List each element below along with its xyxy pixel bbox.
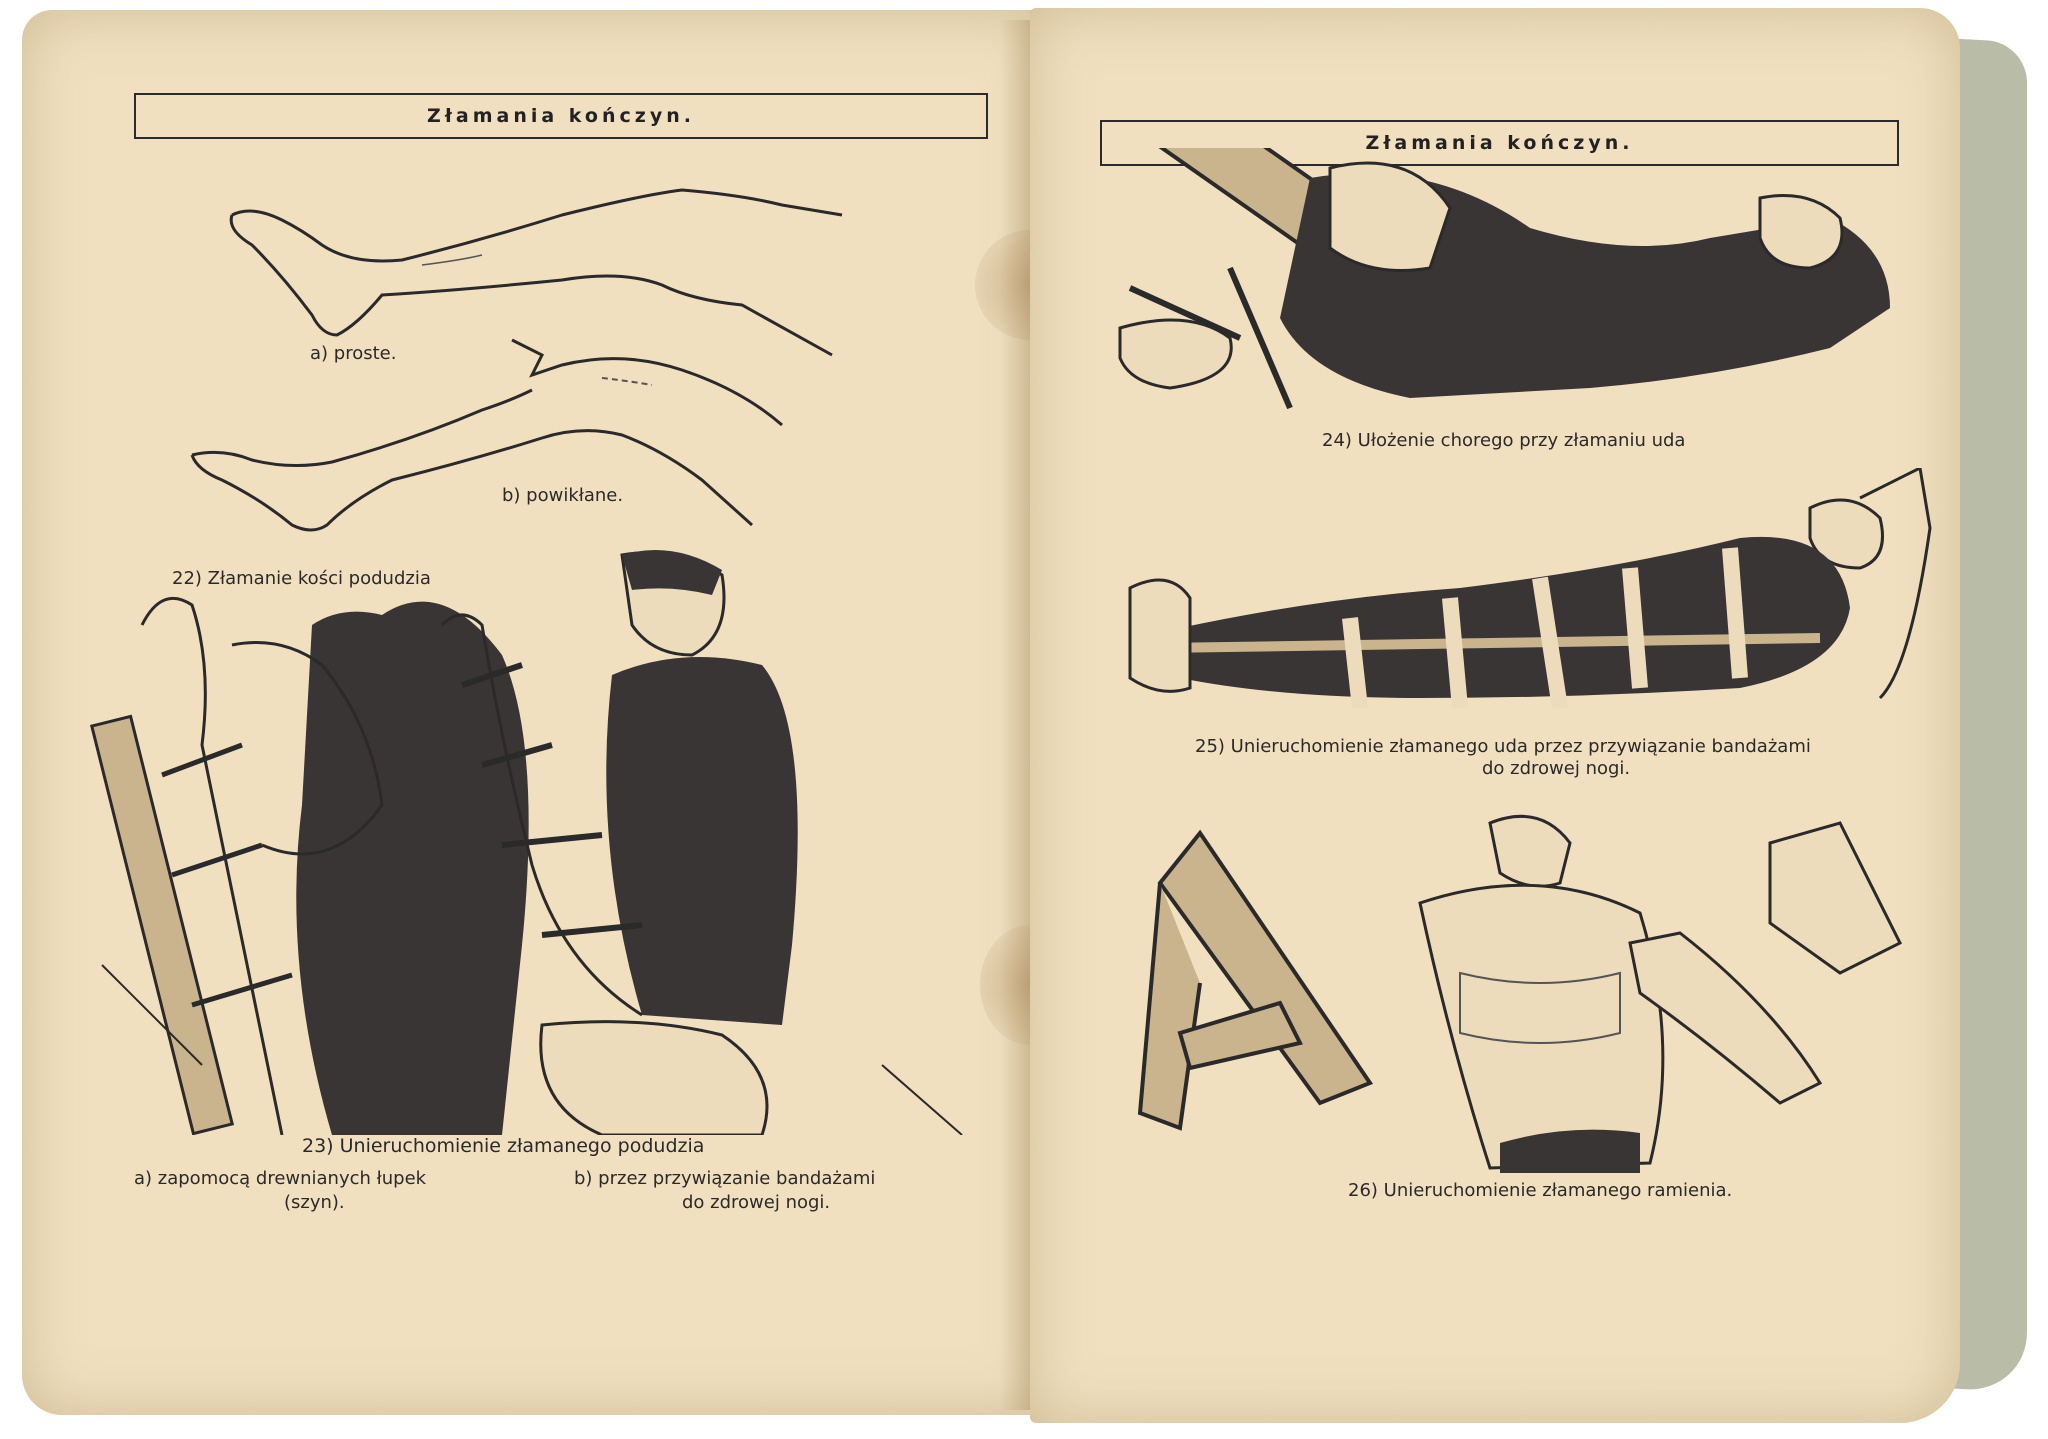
right-page: [1030, 8, 1960, 1423]
upper-arm-splint-illustration: [1120, 783, 1950, 1178]
fig25-caption-line2: do zdrowej nogi.: [1482, 758, 1631, 779]
fig23a-line1: a) zapomocą drewnianych łupek: [134, 1168, 427, 1189]
fig24-caption: 24) Ułożenie chorego przy złamaniu uda: [1322, 430, 1686, 451]
fig26-caption: 26) Unieruchomienie złamanego ramienia.: [1348, 1180, 1733, 1201]
fracture-compound-leg-illustration: [182, 330, 802, 540]
fig22b-label: b) powikłane.: [502, 485, 624, 506]
left-page: [22, 10, 1045, 1415]
right-page-header: Złamania kończyn.: [1100, 120, 1899, 166]
left-page-header: Złamania kończyn.: [134, 93, 988, 139]
fig23-caption: 23) Unieruchomienie złamanego podudzia: [302, 1135, 705, 1157]
fig23b-line2: do zdrowej nogi.: [682, 1192, 831, 1213]
fig22a-label: a) proste.: [310, 343, 397, 364]
fig25-caption-line1: 25) Unieruchomienie złamanego uda przez przywiązanie bandażami: [1195, 736, 1811, 757]
thigh-fracture-positioning-illustration: [1110, 148, 1910, 418]
fig23b-line1: b) przez przywiązanie bandażami: [574, 1168, 876, 1189]
lower-leg-splint-illustration: [82, 545, 982, 1135]
fig23a-line2: (szyn).: [284, 1192, 345, 1213]
fig22-caption: 22) Złamanie kości podudzia: [172, 568, 431, 589]
thigh-bandage-tied-illustration: [1120, 468, 1940, 728]
